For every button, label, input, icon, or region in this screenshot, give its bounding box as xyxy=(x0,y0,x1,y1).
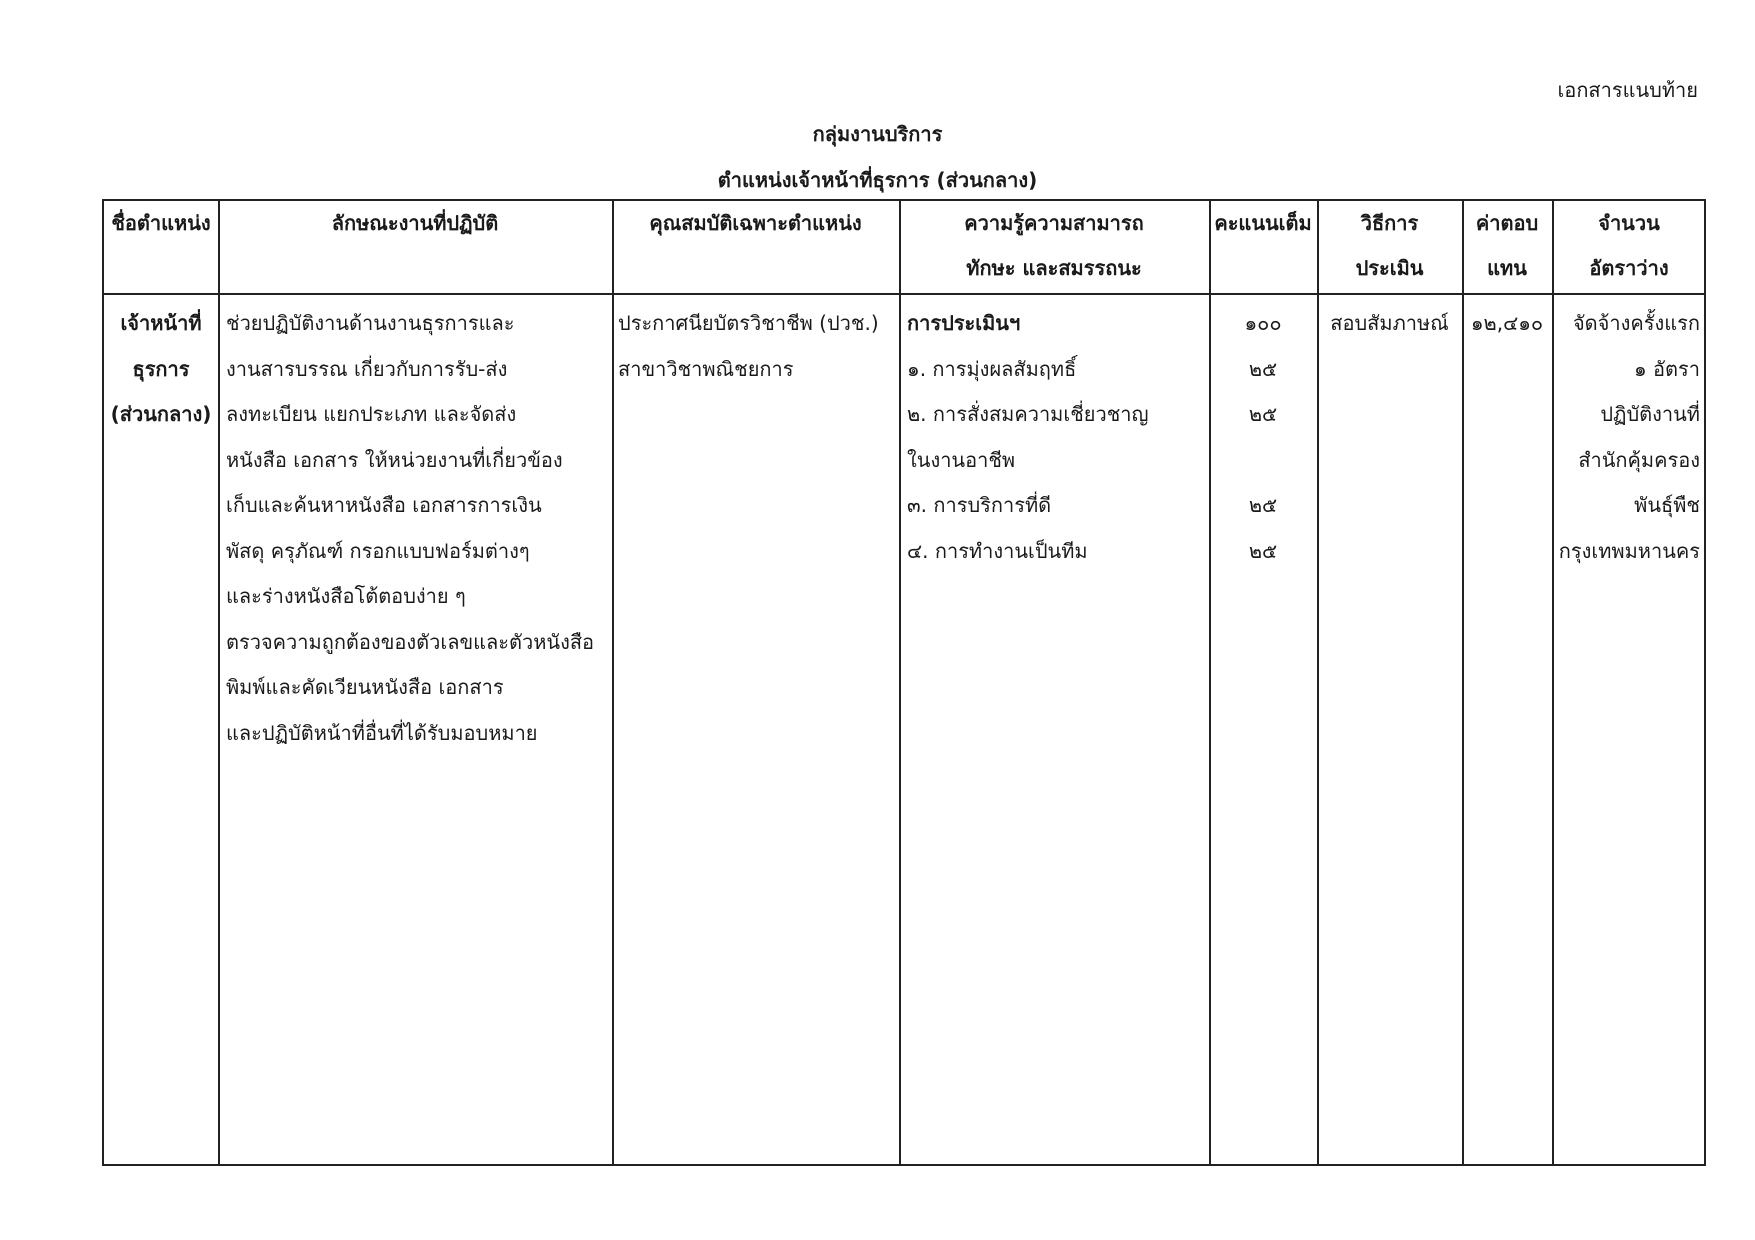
assessment-heading: การประเมินฯ xyxy=(907,311,1021,335)
qualification-line: สาขาวิชาพณิชยการ xyxy=(618,356,794,381)
header-pay xyxy=(1462,201,1552,291)
score-cell xyxy=(1209,301,1317,574)
header-vacancy xyxy=(1552,201,1706,291)
method-cell xyxy=(1317,301,1462,347)
qualification-line: ประกาศนียบัตรวิชาชีพ (ปวช.) xyxy=(618,311,879,335)
assessment-item: ๔. การทำงานเป็นทีม xyxy=(907,538,1088,563)
header-name: ชื่อตำแหน่ง xyxy=(111,211,211,235)
assessment-item-continued: ในงานอาชีพ xyxy=(907,447,1016,472)
vacancy-line: ปฏิบัติงานที่ xyxy=(1600,402,1700,426)
vacancy-line: สำนักคุ้มครอง xyxy=(1578,447,1700,472)
score-spacer xyxy=(1209,438,1317,484)
position-name-line: (ส่วนกลาง) xyxy=(110,402,212,426)
pay-cell xyxy=(1462,301,1552,347)
duty-line: งานสารบรรณ เกี่ยวกับการรับ-ส่ง xyxy=(226,356,508,381)
knowledge-cell xyxy=(907,301,1207,574)
header-method-line1: วิธีการ xyxy=(1360,211,1419,235)
header-vacancy-line2: อัตราว่าง xyxy=(1589,256,1669,280)
duty-line: ลงทะเบียน แยกประเภท และจัดส่ง xyxy=(226,402,517,426)
score-total: ๑๐๐ xyxy=(1244,311,1282,335)
header-pay-line2: แทน xyxy=(1487,256,1527,280)
position-title: ตำแหน่งเจ้าหน้าที่ธุรการ (ส่วนกลาง) xyxy=(717,168,1038,192)
header-knowledge-line2: ทักษะ และสมรรถนะ xyxy=(966,256,1142,280)
position-name-cell xyxy=(104,301,218,438)
column-divider xyxy=(899,201,901,1164)
duty-line: ตรวจความถูกต้องของตัวเลขและตัวหนังสือ xyxy=(226,629,595,654)
duty-line: เก็บและค้นหาหนังสือ เอกสารการเงิน xyxy=(226,493,542,517)
column-divider xyxy=(218,201,220,1164)
position-table xyxy=(102,199,1706,1166)
duty-line: หนังสือ เอกสาร ให้หน่วยงานที่เกี่ยวข้อง xyxy=(226,447,563,472)
header-score: คะแนนเต็ม xyxy=(1214,211,1312,235)
header-pay-line1: ค่าตอบ xyxy=(1475,211,1539,235)
vacancy-cell xyxy=(1556,301,1700,574)
header-knowledge xyxy=(899,201,1209,291)
assessment-item: ๓. การบริการที่ดี xyxy=(907,493,1052,517)
header-duties: ลักษณะงานที่ปฏิบัติ xyxy=(331,211,499,235)
header-qualifications: คุณสมบัติเฉพาะตำแหน่ง xyxy=(649,211,862,235)
duties-cell xyxy=(226,301,610,756)
header-vacancy-line1: จำนวน xyxy=(1598,211,1660,235)
score-item: ๒๕ xyxy=(1248,538,1278,563)
header-method xyxy=(1317,201,1462,291)
header-knowledge-line1: ความรู้ความสามารถ xyxy=(964,211,1144,235)
group-title: กลุ่มงานบริการ xyxy=(812,122,943,146)
vacancy-line: พันธุ์พืช xyxy=(1634,493,1700,517)
vacancy-line: กรุงเทพมหานคร xyxy=(1558,538,1700,563)
duty-line: พิมพ์และคัดเวียนหนังสือ เอกสาร xyxy=(226,675,504,699)
score-item: ๒๕ xyxy=(1248,356,1278,381)
duty-line: พัสดุ ครุภัณฑ์ กรอกแบบฟอร์มต่างๆ xyxy=(226,538,530,563)
position-name-line: เจ้าหน้าที่ xyxy=(120,311,202,335)
assessment-item: ๑. การมุ่งผลสัมฤทธิ์ xyxy=(907,356,1077,381)
score-item: ๒๕ xyxy=(1248,493,1278,517)
duty-line: และร่างหนังสือโต้ตอบง่าย ๆ xyxy=(226,584,466,608)
position-name-line: ธุรการ xyxy=(132,356,190,381)
header-method-line2: ประเมิน xyxy=(1355,256,1424,280)
column-divider xyxy=(1552,201,1554,1164)
pay-value: ๑๒,๔๑๐ xyxy=(1470,311,1544,335)
header-divider xyxy=(104,293,1704,295)
vacancy-line: ๑ อัตรา xyxy=(1633,356,1700,381)
method-value: สอบสัมภาษณ์ xyxy=(1330,311,1449,335)
duty-line: และปฏิบัติหน้าที่อื่นที่ได้รับมอบหมาย xyxy=(226,720,538,745)
qualifications-cell xyxy=(618,301,898,392)
duty-line: ช่วยปฏิบัติงานด้านงานธุรการและ xyxy=(226,311,515,335)
column-divider xyxy=(612,201,614,1164)
vacancy-line: จัดจ้างครั้งแรก xyxy=(1572,311,1700,335)
assessment-item: ๒. การสั่งสมความเชี่ยวชาญ xyxy=(907,402,1149,426)
score-item: ๒๕ xyxy=(1248,402,1278,426)
attachment-label: เอกสารแนบท้าย xyxy=(1557,78,1698,102)
